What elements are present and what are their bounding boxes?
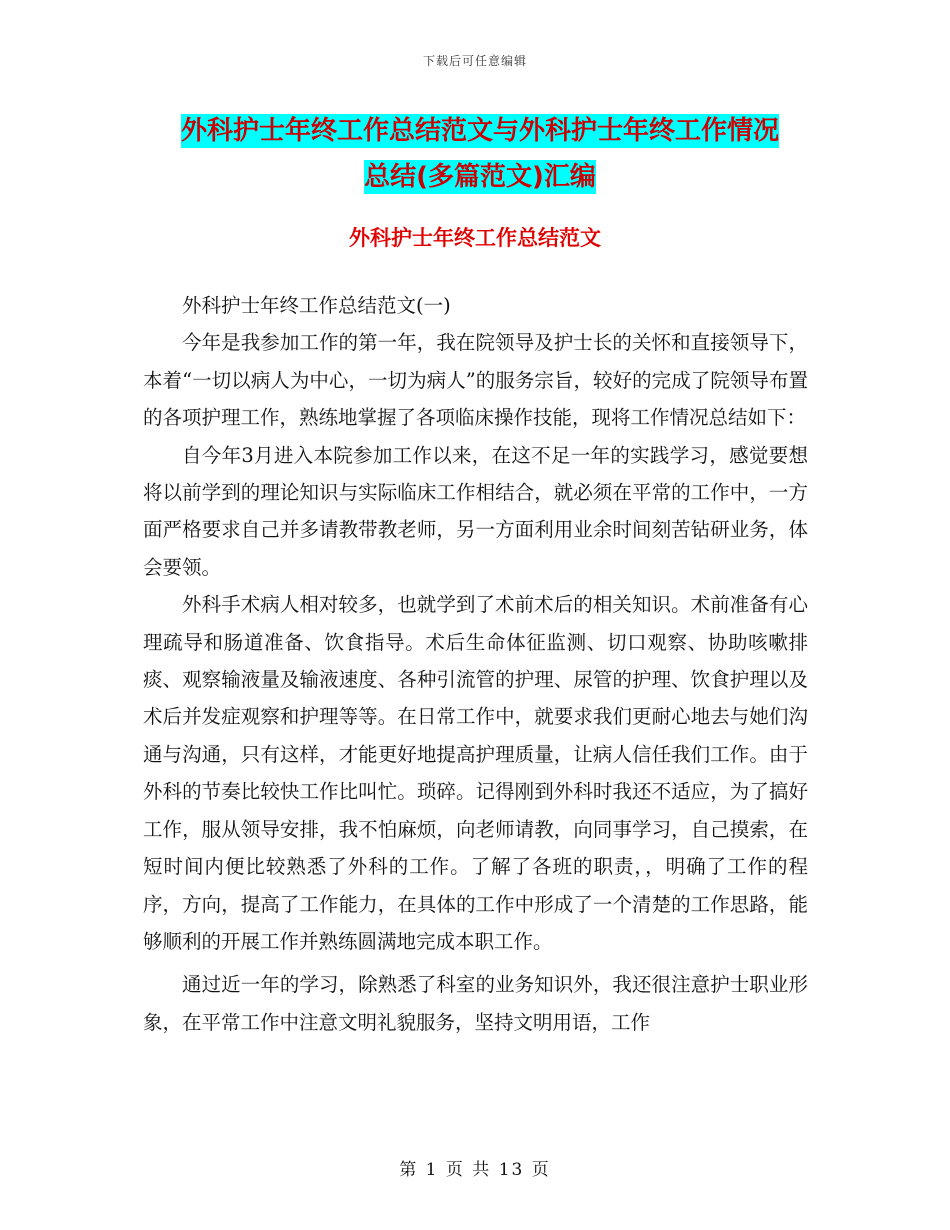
paragraph-2: 自今年3月进入本院参加工作以来，在这不足一年的实践学习，感觉要想将以前学到的理论知识与实际临床工作相结合，就必须在平常的工作中，一方面严格要求自己并多请教带教老师，另一方面利用业余时间刻苦钻研业务，体会要领。 — [143, 443, 808, 579]
page-header-note: 下载后可任意编辑 — [422, 54, 527, 68]
paragraph-4: 通过近一年的学习，除熟悉了科室的业务知识外，我还很注意护士职业形象，在平常工作中注意文明礼貌服务，坚持文明用语，工作 — [143, 973, 808, 1034]
document-title-line-2: 总结(多篇范文)汇编 — [364, 162, 596, 192]
paragraph-3: 外科手术病人相对较多，也就学到了术前术后的相关知识。术前准备有心理疏导和肠道准备、饮食指导。术后生命体征监测、切口观察、协助咳嗽排痰、观察输液量及输液速度、各种引流管的护理、尿管的护理、饮食护理以及术后并发症观察和护理等等。在日常工作中，就要求我们更耐心地去与她们沟通与沟通，只有这样，才能更好地提高护理质量，让病人信任我们工作。由于外科的节奏比较快工作比叫忙。琐碎。记得刚到外科时我还不适应，为了搞好工作，服从领导安排，我不怕麻烦，向老师请教，向同事学习，自己摸索，在短时间内便比较熟悉了外科的工作。了解了各班的职责，，明确了工作的程序，方向，提高了工作能力，在具体的工作中形成了一个清楚的工作思路，能够顺利的开展工作并熟练圆满地完成本职工作。 — [143, 593, 808, 953]
paragraph-1: 今年是我参加工作的第一年，我在院领导及护士长的关怀和直接领导下，本着“一切以病人为中心，一切为病人”的服务宗旨，较好的完成了院领导布置的各项护理工作，熟练地掌握了各项临床操作技能，现将工作情况总结如下： — [143, 331, 808, 430]
page-number: 第 1 页 共 13 页 — [399, 1160, 551, 1180]
document-title — [140, 108, 820, 200]
sub-heading: 外科护士年终工作总结范文(一) — [182, 294, 451, 317]
document-body — [143, 287, 808, 1041]
document-title-line-1: 外科护士年终工作总结范文与外科护士年终工作情况 — [180, 116, 779, 146]
section-heading: 外科护士年终工作总结范文 — [349, 226, 601, 250]
